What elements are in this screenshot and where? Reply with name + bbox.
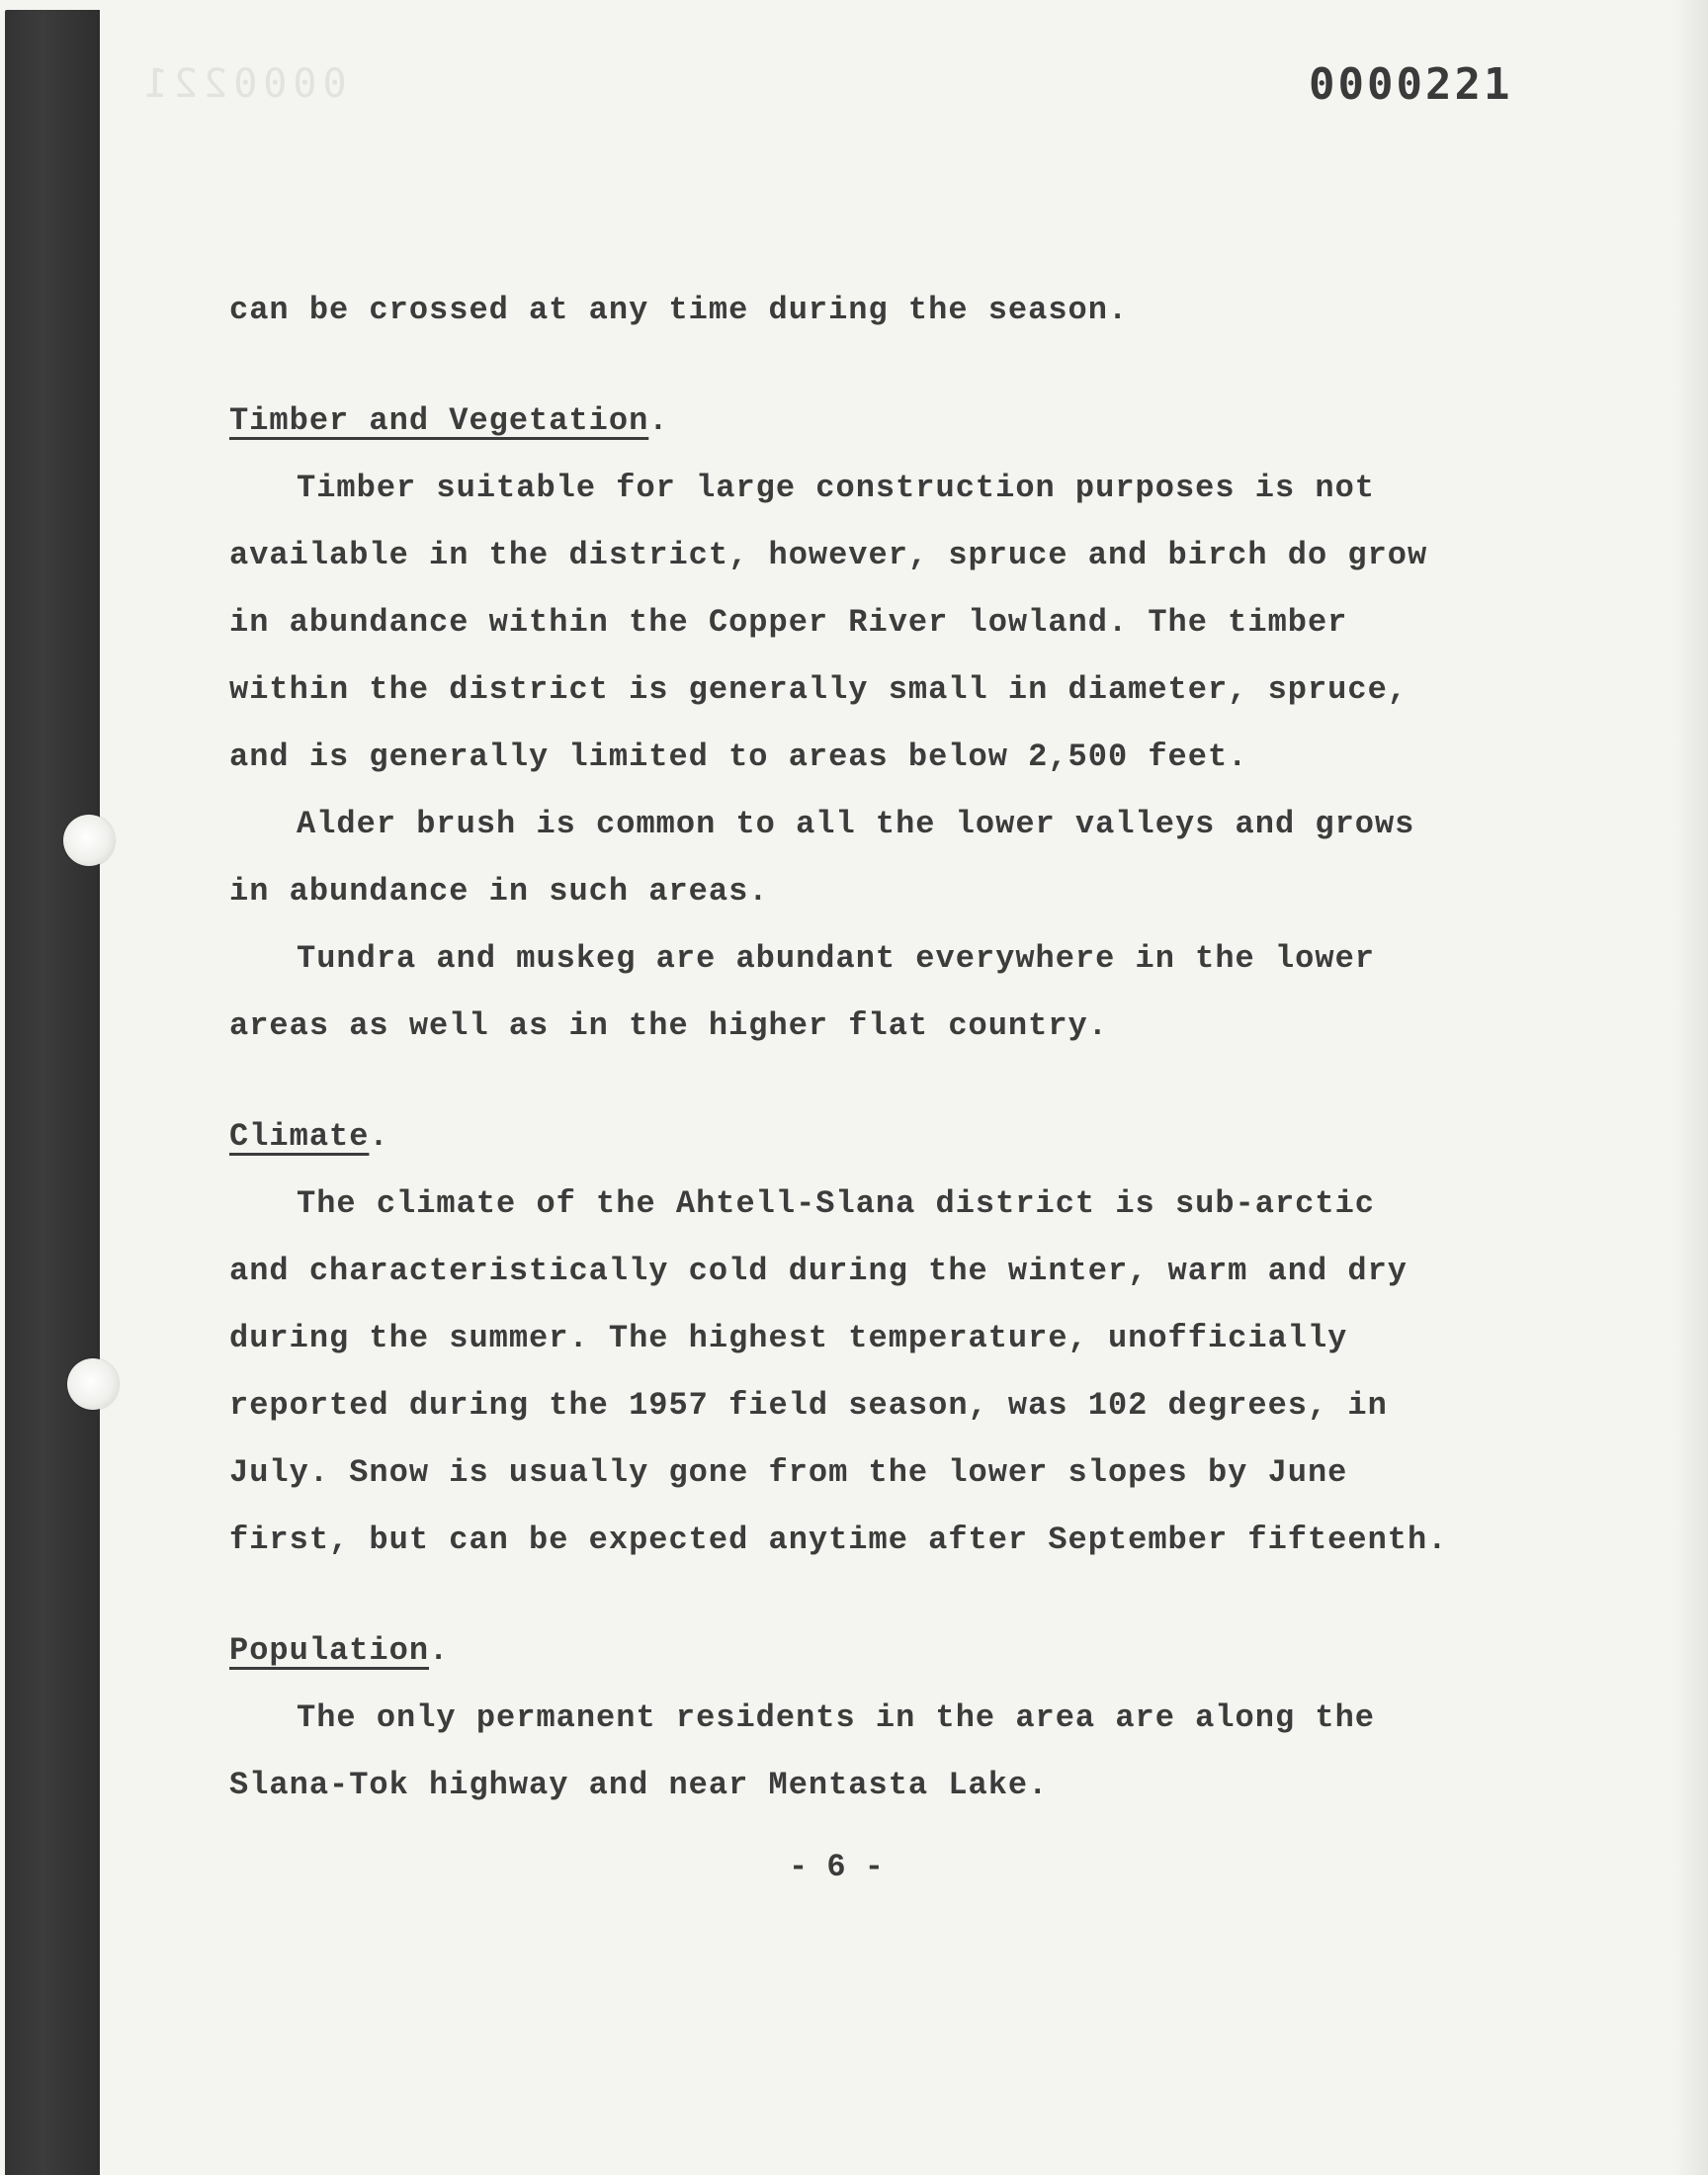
bates-number: 0000221 bbox=[1309, 59, 1513, 110]
text-line: in abundance within the Copper River lowland. The timber bbox=[229, 604, 1348, 641]
page-number: - 6 - bbox=[788, 1849, 884, 1885]
text-line: in abundance in such areas. bbox=[229, 873, 769, 910]
text-line: areas as well as in the higher flat country. bbox=[229, 1007, 1108, 1044]
punch-hole-lower bbox=[67, 1358, 119, 1410]
text-line: Slana-Tok highway and near Mentasta Lake. bbox=[229, 1767, 1049, 1803]
text-line: within the district is generally small in diameter, spruce, bbox=[229, 671, 1408, 708]
text-line: first, but can be expected anytime after September fifteenth. bbox=[229, 1522, 1448, 1558]
heading-text: Timber and Vegetation bbox=[229, 402, 649, 439]
bleed-through-number: 0000221 bbox=[138, 61, 347, 107]
paper-edge-shadow bbox=[1674, 0, 1708, 2175]
text-line: Alder brush is common to all the lower valleys and grows bbox=[297, 806, 1415, 842]
heading-text: Climate bbox=[229, 1118, 370, 1155]
text-line: The only permanent residents in the area are along the bbox=[297, 1699, 1375, 1736]
text-line: and is generally limited to areas below 2,500 feet. bbox=[229, 739, 1248, 775]
text-line: can be crossed at any time during the season. bbox=[229, 292, 1129, 328]
binding-strip bbox=[5, 10, 100, 2175]
body-text bbox=[229, 277, 1514, 1819]
text-line: July. Snow is usually gone from the lower slopes by June bbox=[229, 1454, 1348, 1491]
text-line: Timber suitable for large construction purposes is not bbox=[297, 470, 1375, 506]
text-line: The climate of the Ahtell-Slana district is sub-arctic bbox=[297, 1185, 1375, 1222]
text-line: Tundra and muskeg are abundant everywhere in the lower bbox=[297, 940, 1375, 977]
punch-hole-upper bbox=[63, 815, 115, 866]
section-heading-timber: Timber and Vegetation. bbox=[229, 402, 669, 439]
text-line: available in the district, however, spruce and birch do grow bbox=[229, 537, 1428, 573]
heading-text: Population bbox=[229, 1632, 430, 1669]
text-line: reported during the 1957 field season, was 102 degrees, in bbox=[229, 1387, 1388, 1424]
text-line: and characteristically cold during the winter, warm and dry bbox=[229, 1253, 1408, 1289]
section-heading-climate: Climate. bbox=[229, 1118, 389, 1155]
section-heading-population: Population. bbox=[229, 1632, 450, 1669]
text-line: during the summer. The highest temperature, unofficially bbox=[229, 1320, 1348, 1356]
